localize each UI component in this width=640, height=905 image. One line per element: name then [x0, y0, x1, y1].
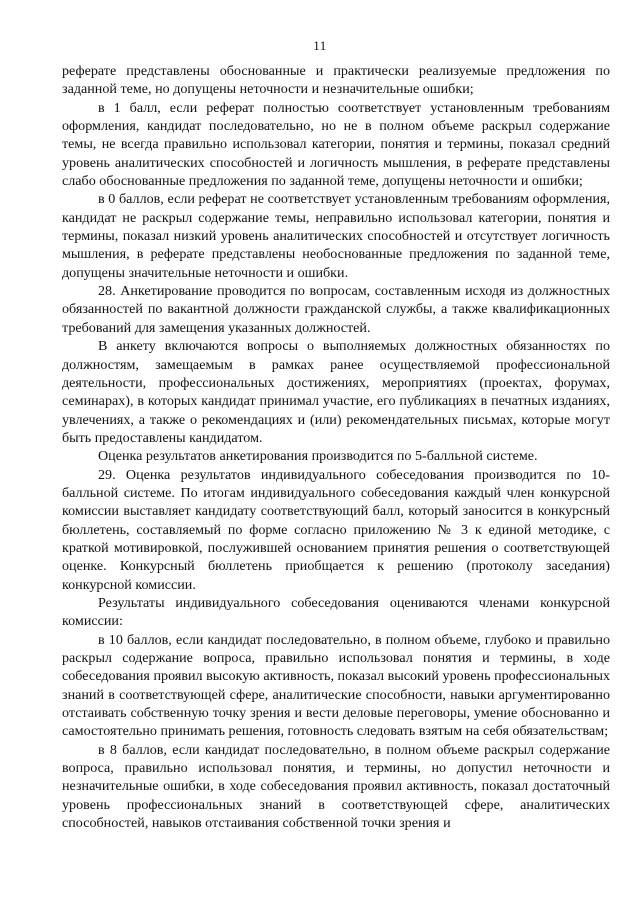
paragraph-referat-0-points: в 0 баллов, если реферат не соответствует установленным требованиям оформления, кандидат не раскрыл содержание темы, неправильно использовал категории, понятия и термины, показал низкий уровень аналитических способностей и отсутствует логичность мышления, в реферате представлены необоснованные предложения по заданной теме, допущены значительные неточности и ошибки. [62, 191, 610, 281]
paragraph-interview-results-intro: Результаты индивидуального собеседования оцениваются членами конкурсной комиссии: [62, 594, 610, 630]
page-number: 11 [313, 38, 327, 53]
paragraph-interview-10-points: в 10 баллов, если кандидат последовательно, в полном объеме, глубоко и правильно раскрыл содержание вопроса, правильно использовал понятия и термины, в ходе собеседования проявил высокую активность, показал высокий уровень профессиональных знаний в соответствующей сфере, аналитические способности, навыки аргументированно отстаивать собственную точку зрения и вести деловые переговоры, умение обоснованно и самостоятельно принимать решения, готовность следовать взятым на себя обязательствам; [62, 631, 610, 740]
paragraph-interview-8-points: в 8 баллов, если кандидат последовательно, в полном объеме раскрыл содержание вопроса, правильно использовал понятия, и термины, но допустил неточности и незначительные ошибки, в ходе собеседования проявил активность, показал достаточный уровень профессиональных знаний в соответствующей сфере, аналитических способностей, навыков отстаивания собственной точки зрения и [62, 741, 610, 832]
paragraph-questionnaire-scoring: Оценка результатов анкетирования производится по 5-балльной системе. [98, 448, 538, 465]
paragraph-referat-continuation: реферате представлены обоснованные и практически реализуемые предложения по заданной теме, но допущены неточности и незначительные ошибки; [62, 63, 610, 98]
paragraph-item-28-questionnaire: 28. Анкетирование проводится по вопросам, составленным исходя из должностных обязанностей по вакантной должности гражданской службы, а также квалификационных требований для замещения указанных должностей. [62, 283, 610, 336]
document-body [62, 62, 610, 832]
paragraph-questionnaire-contents: В анкету включаются вопросы о выполняемых должностных обязанностях по должностям, замещаемым в рамках ранее осуществляемой профессиональной деятельности, профессиональных достижениях, мероприятиях (проектах, форумах, семинарах), в которых кандидат принимал участие, его публикациях в печатных изданиях, увлечениях, а также о рекомендациях и (или) рекомендательных письмах, которые могут быть предоставлены кандидатом. [62, 338, 610, 446]
paragraph-item-29-interview: 29. Оценка результатов индивидуального собеседования производится по 10-балльной системе. По итогам индивидуального собеседования каждый член конкурсной комиссии выставляет кандидату соответствующий балл, который заносится в конкурсный бюллетень, составляемый по форме согласно приложению № 3 к единой методике, с краткой мотивировкой, послужившей основанием принятия решения о соответствующей оценке. Конкурсный бюллетень приобщается к решению (протоколу заседания) конкурсной комиссии. [62, 466, 610, 593]
paragraph-referat-1-point: в 1 балл, если реферат полностью соответствует установленным требованиям оформления, кандидат последовательно, но не в полном объеме раскрыл содержание темы, не всегда правильно использовал категории, понятия и термины, показал средний уровень аналитических способностей и логичность мышления, в реферате представлены слабо обоснованные предложения по заданной теме, допущены неточности и ошибки; [62, 99, 610, 190]
